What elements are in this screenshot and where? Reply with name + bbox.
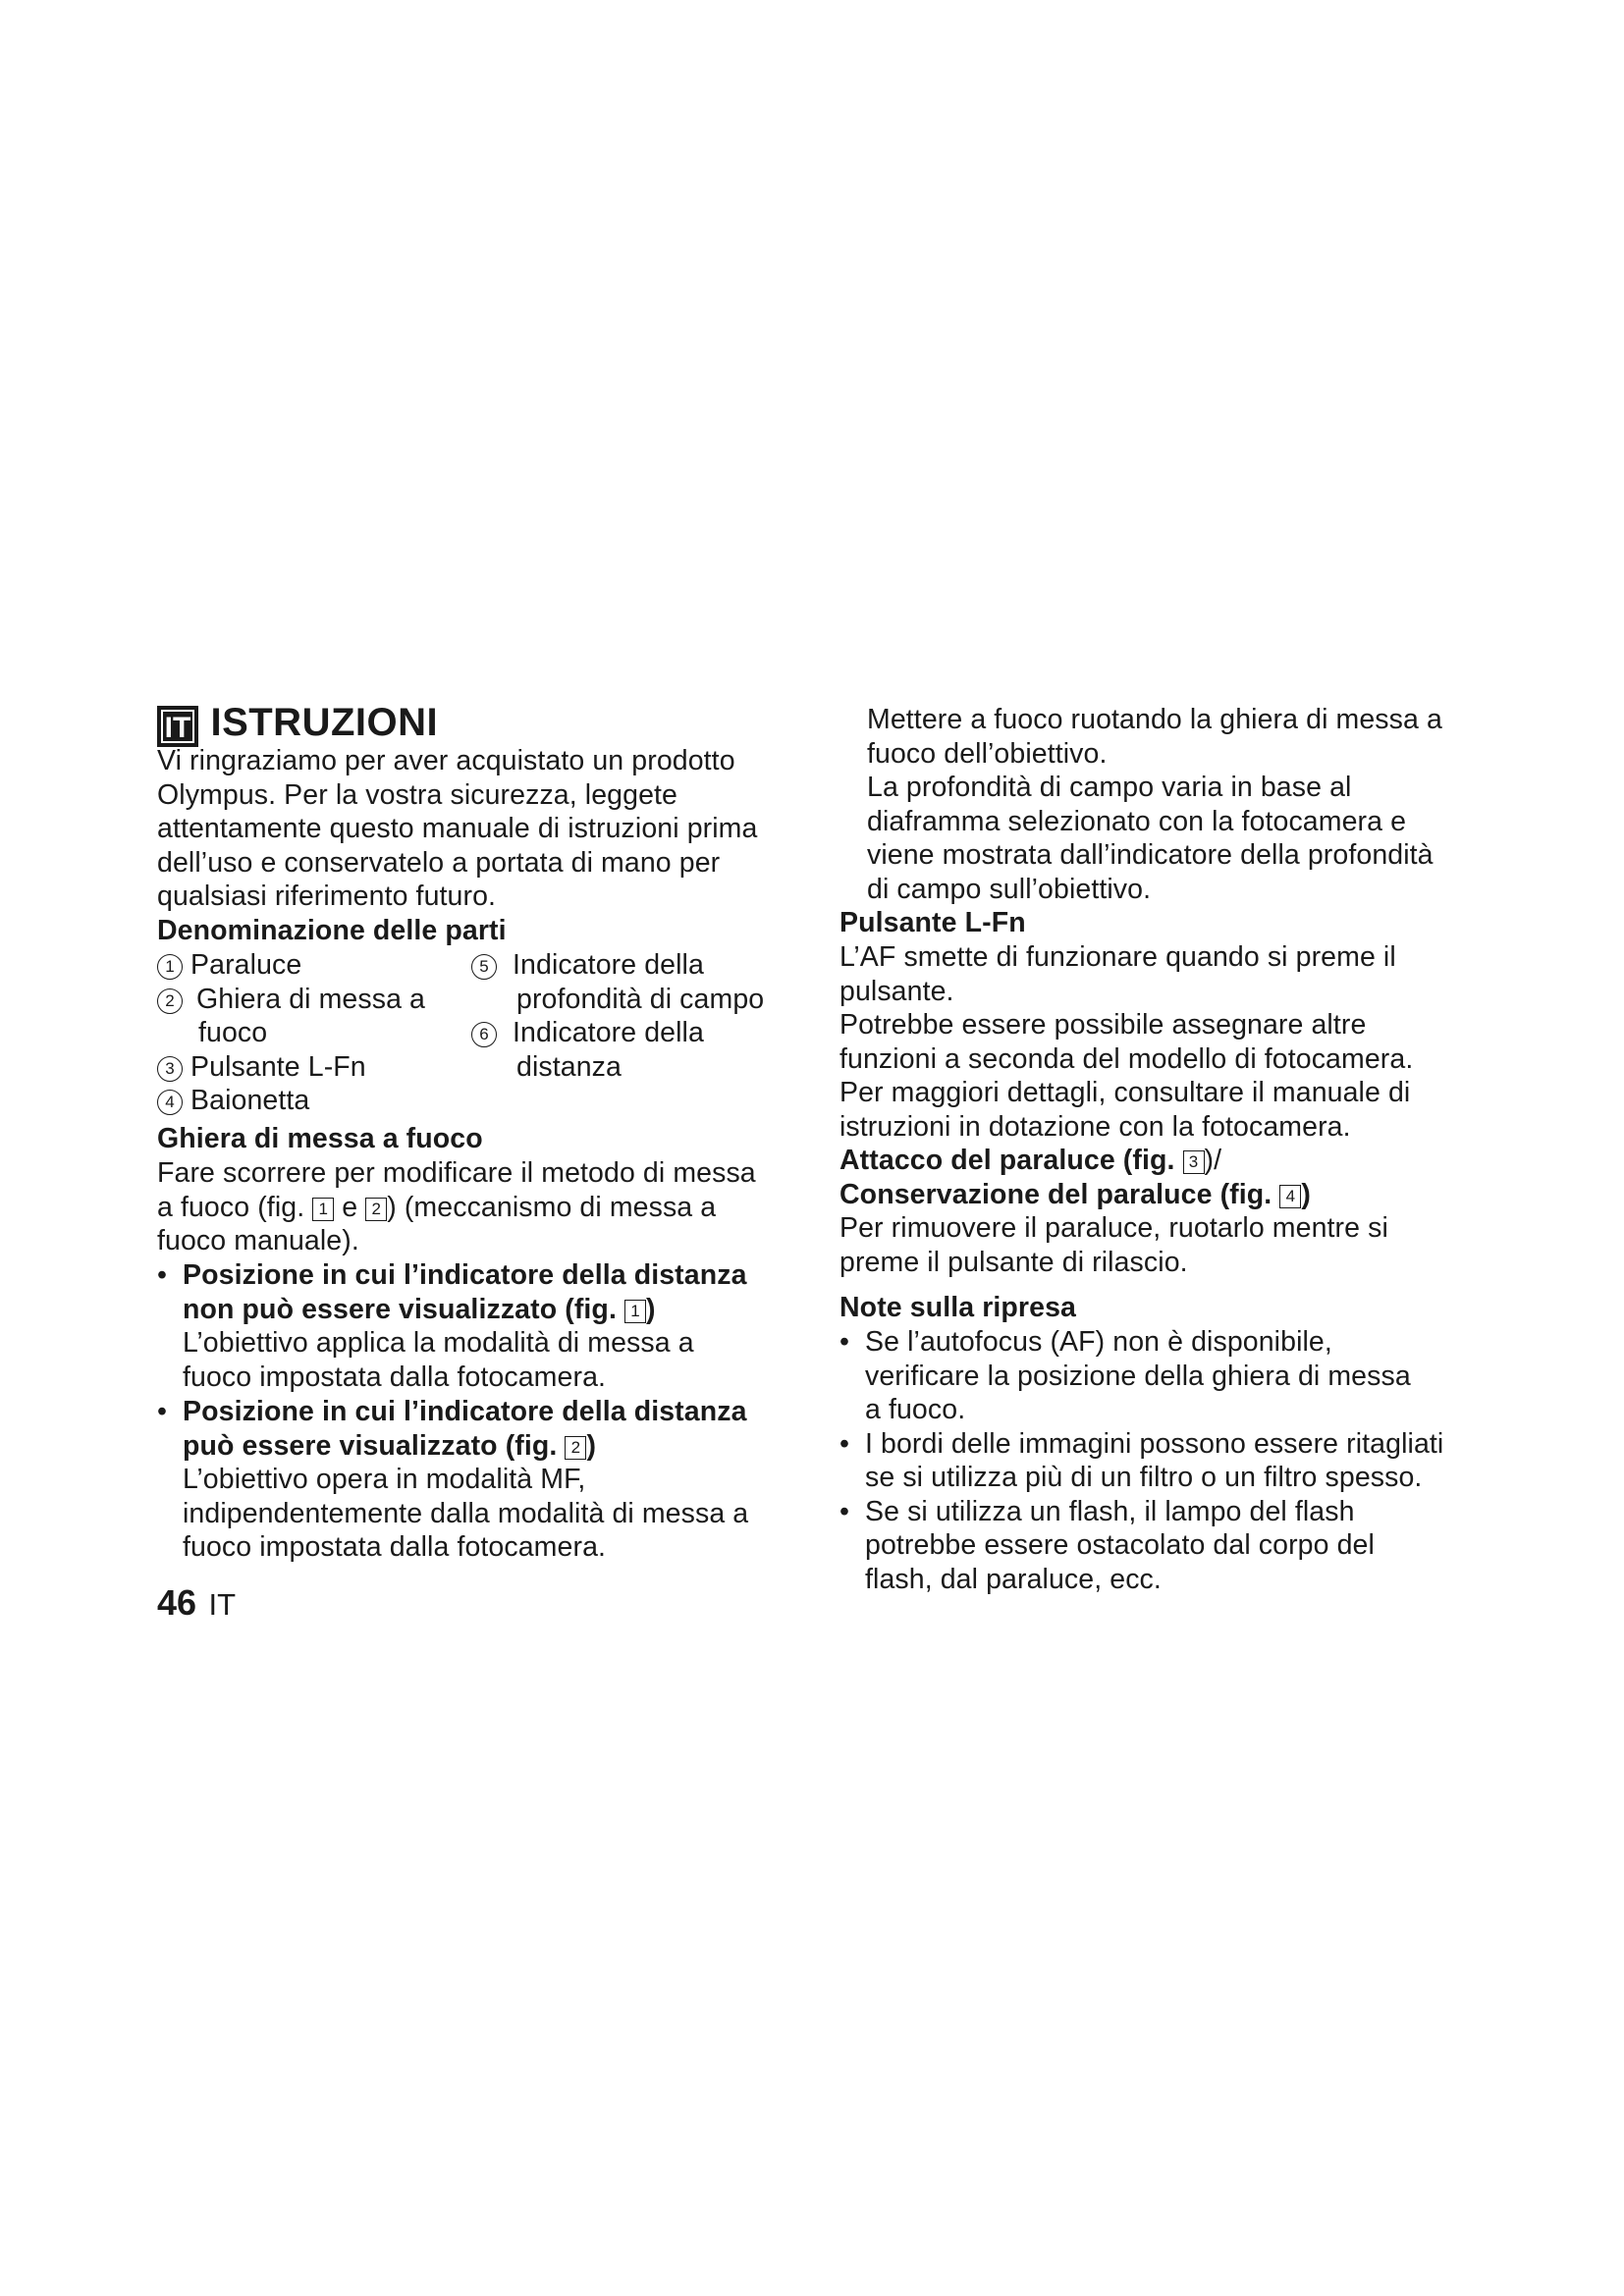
focus-ring-paragraph: Fare scorrere per modificare il metodo di messa a fuoco (fig. 1 e 2 ) (meccanismo di messa a fuoco manuale). xyxy=(157,1157,756,1256)
bullet-dot: • xyxy=(839,1427,850,1460)
bullet-dot: • xyxy=(157,1259,168,1291)
figure-ref: 3 xyxy=(1183,1150,1205,1174)
callout-number: 6 xyxy=(471,1022,497,1047)
notes-list xyxy=(839,1325,1443,1596)
parts-list-left xyxy=(157,948,425,1118)
focus-ring-heading: Ghiera di messa a fuoco xyxy=(157,1123,483,1154)
note-item: • Se si utilizza un flash, il lampo del flash potrebbe essere ostacolato dal corpo del flash, dal paraluce, ecc. xyxy=(839,1495,1375,1595)
hood-text: Per rimuovere il paraluce, ruotarlo mentre si preme il pulsante di rilascio. xyxy=(839,1212,1388,1278)
callout-number: 3 xyxy=(157,1056,183,1082)
lfn-text: L’AF smette di funzionare quando si preme il pulsante. Potrebbe essere possibile assegnare altre funzioni a seconda del modello di fotocamera. Per maggiori dettagli, consultare il manuale di istruzioni in dotazione con la fotocamera. xyxy=(839,941,1414,1143)
parts-list-right xyxy=(471,948,764,1084)
figure-ref: 4 xyxy=(1279,1185,1301,1208)
page-footer xyxy=(157,1582,236,1624)
figure-ref: 1 xyxy=(312,1198,334,1221)
notes-heading: Note sulla ripresa xyxy=(839,1292,1076,1323)
intro-paragraph: Vi ringraziamo per aver acquistato un prodotto Olympus. Per la vostra sicurezza, leggete attentamente questo manuale di istruzioni prima dell’uso e conservatelo a portata di mano per qualsiasi riferimento futuro. xyxy=(157,745,758,912)
focus-text: Mettere a fuoco ruotando la ghiera di messa a fuoco dell’obiettivo. La profondità di campo varia in base al diaframma selezionato con la fotocamera e viene mostrata dall’indicatore della profondità di campo sull’obiettivo. xyxy=(867,704,1442,905)
callout-number: 1 xyxy=(157,954,183,980)
part-item: 5 Indicatore della profondità di campo xyxy=(471,948,764,1016)
language-badge: IT xyxy=(157,706,198,747)
figure-ref: 1 xyxy=(624,1300,646,1323)
bullet-dot: • xyxy=(839,1495,850,1527)
callout-number: 5 xyxy=(471,954,497,980)
part-item: 6 Indicatore della distanza xyxy=(471,1016,764,1084)
page-title: ISTRUZIONI xyxy=(210,701,439,744)
bullet-item: • Posizione in cui l’indicatore della distanza può essere visualizzato (fig. 2 ) L’obiettivo opera in modalità MF, indipendentemente dalla modalità di messa a fuoco impostata dalla fotocamera. xyxy=(157,1396,749,1563)
section-header xyxy=(157,701,438,747)
callout-number: 4 xyxy=(157,1090,183,1115)
page-language: IT xyxy=(208,1587,237,1622)
bullet-dot: • xyxy=(157,1396,168,1427)
page-number: 46 xyxy=(157,1582,197,1623)
part-item: 1 Paraluce xyxy=(157,948,425,983)
figure-ref: 2 xyxy=(365,1198,387,1221)
bullet-dot: • xyxy=(839,1326,850,1358)
parts-heading: Denominazione delle parti xyxy=(157,915,507,946)
lfn-heading: Pulsante L-Fn xyxy=(839,907,1026,938)
figure-ref: 2 xyxy=(565,1436,586,1460)
note-item: • Se l’autofocus (AF) non è disponibile, verificare la posizione della ghiera di messa a fuoco. xyxy=(839,1326,1411,1425)
hood-heading: Attacco del paraluce (fig. 3 )/ Conservazione del paraluce (fig. 4 ) xyxy=(839,1145,1311,1210)
callout-number: 2 xyxy=(157,988,183,1014)
bullet-item: • Posizione in cui l’indicatore della distanza non può essere visualizzato (fig. 1 ) L’obiettivo applica la modalità di messa a fuoco impostata dalla fotocamera. xyxy=(157,1259,747,1393)
part-item: 3 Pulsante L-Fn xyxy=(157,1050,425,1085)
part-item: 4 Baionetta xyxy=(157,1084,425,1118)
note-item: • I bordi delle immagini possono essere ritagliati se si utilizza più di un filtro o un filtro spesso. xyxy=(839,1427,1444,1493)
part-item: 2 Ghiera di messa a fuoco xyxy=(157,983,425,1050)
